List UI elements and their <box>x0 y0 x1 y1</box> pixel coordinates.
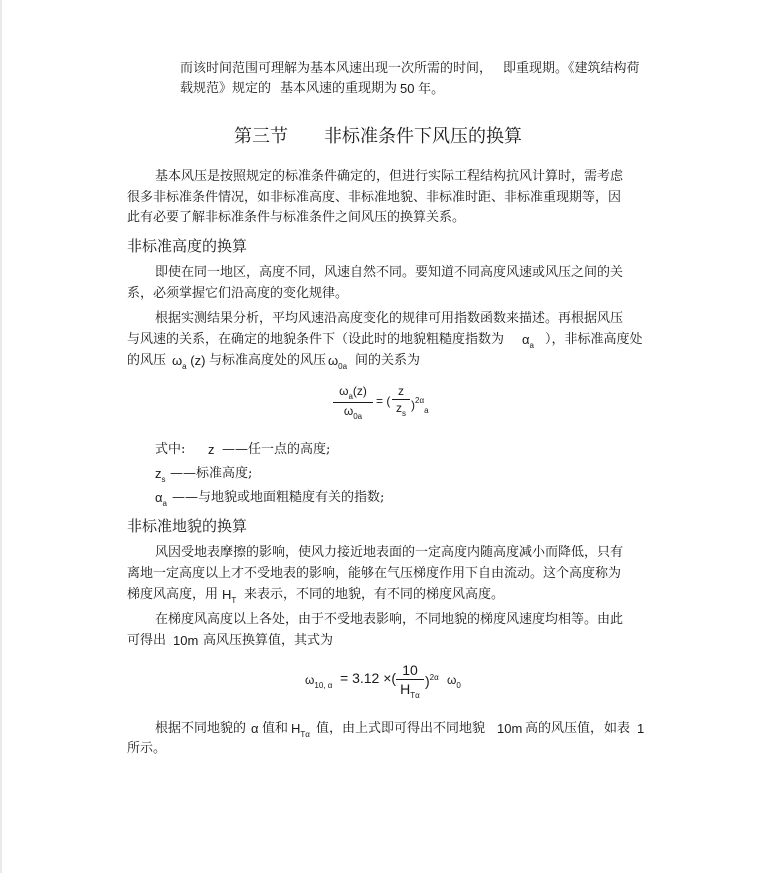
formula1-close: )$^{2\alpha}_a$ <box>411 396 429 415</box>
intro-line-1a: 而该时间范围可理解为基本风速出现一次所需的时间， <box>180 61 493 76</box>
alpha-a-symbol: $\alpha_a$ <box>522 332 534 350</box>
para2-line-1: 即使在同一地区，高度不同，风速自然不同。要知道不同高度风速或风压之间的关 <box>155 265 624 280</box>
page-left-border <box>0 0 2 873</box>
para3-line-2a: 与风速的关系，在确定的地貌条件下（设此时的地貌粗糙度指数为 <box>127 332 505 347</box>
section-title: 第三节 非标准条件下风压的换算 <box>234 126 522 147</box>
para3-line-3c: 间的关系为 <box>355 353 421 368</box>
formula2-fraction: 10 $H_{T\alpha}$ <box>396 662 424 700</box>
def-alpha-symbol: $\alpha_a$ <box>155 490 167 508</box>
para5-line-2b: 10m <box>173 633 199 648</box>
para3-line-3a: 的风压 <box>127 353 167 368</box>
para6-HT-symbol: $H_{T\alpha}$ <box>291 721 310 739</box>
para4-line-1: 风因受地表摩擦的影响，使风力接近地表面的一定高度内随高度减小而降低，只有 <box>155 545 624 560</box>
para4-line-3b: 来表示，不同的地貌，有不同的梯度风高度。 <box>244 587 505 602</box>
para1-line-1: 基本风压是按照规定的标准条件确定的，但进行实际工程结构抗风计算时，需考虑 <box>155 169 624 184</box>
formula2-equals: = 3.12 ×( <box>340 670 397 686</box>
para4-line-2: 离地一定高度以上才不受地表的影响，能够在气压梯度作用下自由流动。这个高度称为 <box>127 566 622 581</box>
intro-line-2b: 基本风速的重现期为 <box>280 81 398 96</box>
formula1-equals: = ( <box>376 394 391 408</box>
para5-line-1: 在梯度风高度以上各处，由于不受地表影响，不同地貌的梯度风速度均相等。由此 <box>155 612 624 627</box>
para3-line-3b: 与标准高度处的风压 <box>209 353 327 368</box>
subheading-terrain: 非标准地貌的换算 <box>127 517 248 535</box>
formula1-fraction: $\omega_a(z)$ $\omega_{0a}$ <box>333 384 373 421</box>
defs-lead: 式中: <box>155 442 186 457</box>
para6-part-d: 10m <box>497 721 523 736</box>
para6-part-a: 根据不同地貌的 <box>155 721 247 736</box>
def-z-symbol: z <box>208 442 215 457</box>
para5-line-2c: 高风压换算值，其式为 <box>203 633 334 648</box>
para6-part-b: 值和 <box>262 721 289 736</box>
para2-line-2: 系，必须掌握它们沿高度的变化规律。 <box>127 286 349 301</box>
intro-line-2a: 载规范》规定的 <box>180 81 272 96</box>
para3-line-2b: ），非标准高度处 <box>545 332 643 347</box>
omega-0a-symbol: $\omega_{0a}$ <box>328 353 348 371</box>
intro-line-2c: 50 年。 <box>400 81 445 96</box>
subheading-height: 非标准高度的换算 <box>127 237 248 255</box>
para1-line-3: 此有必要了解非标准条件与标准条件之间风压的换算关系。 <box>127 210 466 225</box>
def-alpha-text: ——与地貌或地面粗糙度有关的指数; <box>172 490 385 505</box>
def-z-text: ——任一点的高度; <box>222 442 331 457</box>
omega-a-z-symbol: $\omega_a$ (z) <box>172 353 206 371</box>
formula1-inner-fraction: z $z_s$ <box>392 384 410 418</box>
def-zs-text: ——标准高度; <box>170 466 253 481</box>
para5-line-2a: 可得出 <box>127 633 167 648</box>
para6-alpha: α <box>251 721 259 736</box>
formula2-close: )$^{2\alpha}$ <box>425 673 439 689</box>
formula2-rhs: $\omega_0$ <box>447 673 461 690</box>
para6-part-e: 高的风压值， <box>525 721 604 736</box>
para6-part-f: 如表 <box>604 721 631 736</box>
para6-line-2: 所示。 <box>127 741 167 756</box>
para6-part-c: 值，由上式即可得出不同地貌 <box>316 721 486 736</box>
para4-line-3a: 梯度风高度，用 <box>127 587 219 602</box>
HT-symbol: $H_T$ <box>222 587 237 605</box>
para1-line-2: 很多非标准条件情况，如非标准高度、非标准地貌、非标准时距、非标准重现期等，因 <box>127 190 622 205</box>
formula2-lhs: $\omega_{10, \alpha}$ <box>305 673 333 690</box>
para3-line-1: 根据实测结果分析，平均风速沿高度变化的规律可用指数函数来描述。再根据风压 <box>155 311 624 326</box>
para6-part-g: 1 <box>637 721 645 736</box>
intro-line-1b: 即重现期。《建筑结构荷 <box>503 61 640 76</box>
def-zs-symbol: $z_s$ <box>155 466 166 484</box>
